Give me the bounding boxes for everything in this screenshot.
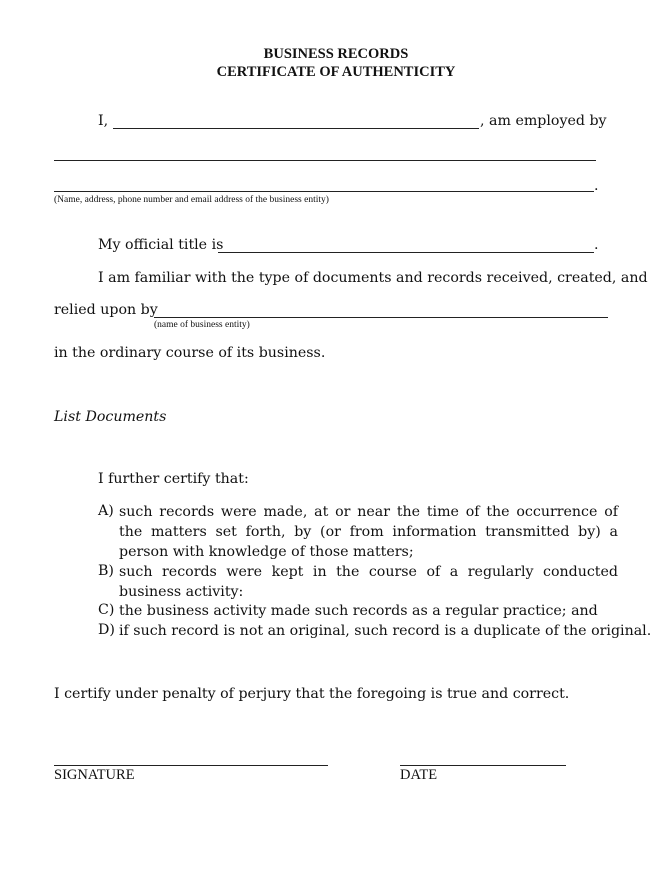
business-entity-caption: (Name, address, phone number and email address of the business entity) — [54, 195, 329, 205]
declarant-prefix: I, — [98, 113, 109, 129]
document-title-line1: BUSINESS RECORDS — [263, 46, 409, 62]
date-line[interactable] — [400, 765, 566, 766]
relied-upon-caption: (name of business entity) — [154, 320, 250, 330]
business-entity-field-line1[interactable] — [54, 160, 596, 161]
business-entity-field-line2[interactable] — [54, 191, 594, 192]
certify-item-d — [98, 622, 652, 642]
perjury-statement: I certify under penalty of perjury that the foregoing is true and correct. — [54, 686, 570, 702]
certify-item-c-text: the business activity made such records as a regular practice; and — [119, 603, 598, 619]
employed-by-text: , am employed by — [480, 113, 607, 129]
signature-label: SIGNATURE — [54, 767, 135, 783]
date-label: DATE — [400, 767, 438, 783]
certify-item-a-letter: A) — [98, 503, 114, 519]
ordinary-course-text: in the ordinary course of its business. — [54, 345, 326, 361]
certify-item-b-letter: B) — [98, 563, 114, 579]
official-title-label: My official title is — [98, 237, 224, 253]
further-certify-intro: I further certify that: — [98, 471, 249, 487]
official-title-field[interactable] — [218, 252, 594, 253]
document-title-line2: CERTIFICATE OF AUTHENTICITY — [216, 64, 456, 80]
entity-period: . — [594, 178, 599, 194]
relied-upon-entity-field[interactable] — [154, 317, 608, 318]
signature-line[interactable] — [54, 765, 328, 766]
certify-item-a — [98, 503, 618, 563]
certify-item-c-letter: C) — [98, 602, 115, 618]
declarant-name-field[interactable] — [113, 128, 479, 129]
certify-item-d-text: if such record is not an original, such record is a duplicate of the original. — [119, 623, 652, 639]
certify-item-d-letter: D) — [98, 622, 115, 638]
certify-item-b — [98, 563, 618, 603]
relied-upon-label: relied upon by — [54, 302, 158, 318]
certify-item-b-text: such records were kept in the course of a regularly conducted business activity: — [119, 564, 618, 600]
official-title-period: . — [594, 237, 599, 253]
familiarity-sentence: I am familiar with the type of documents and records received, created, and — [98, 270, 648, 286]
certify-item-c — [98, 602, 618, 622]
list-documents-label: List Documents — [54, 409, 167, 425]
certify-item-a-text: such records were made, at or near the time of the occurrence of the matters set forth, by (or from information transmitted by) a person with knowledge of those matters; — [119, 504, 618, 560]
